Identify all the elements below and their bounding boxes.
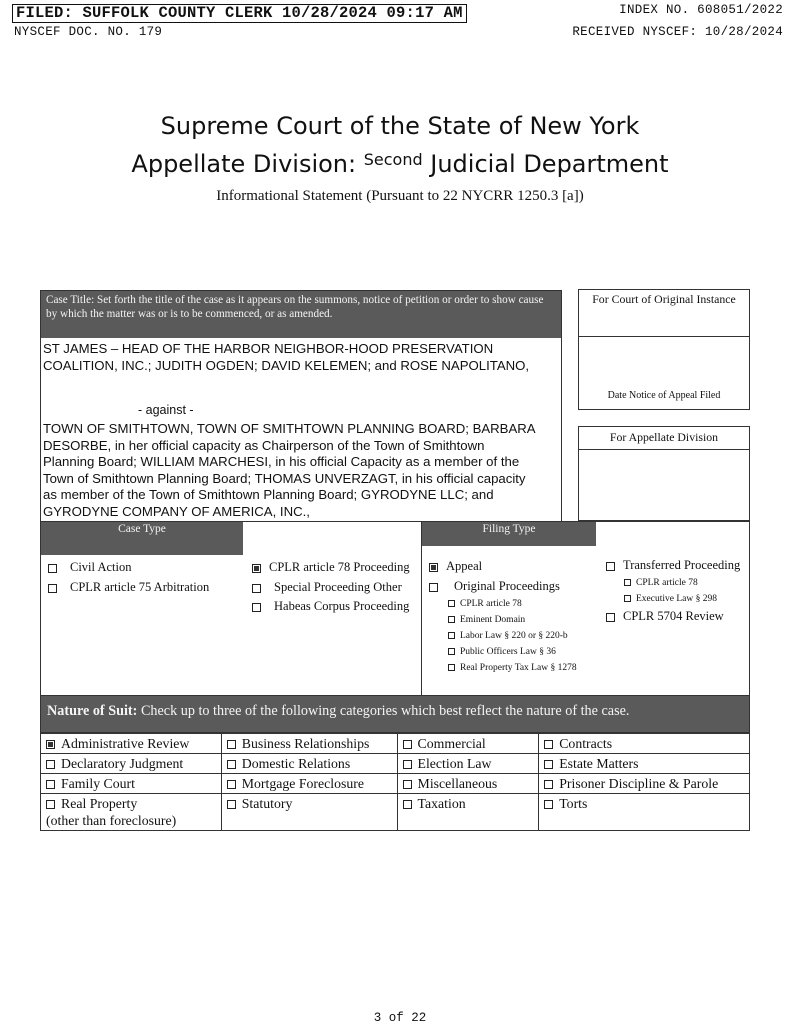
checked-checkbox-icon <box>429 563 438 572</box>
checkbox-icon <box>403 740 412 749</box>
checkbox-icon <box>46 800 55 809</box>
option-label: Executive Law § 298 <box>636 594 717 604</box>
checkbox-icon <box>544 800 553 809</box>
checkbox-icon <box>252 584 261 593</box>
option-label: CPLR article 78 <box>636 578 698 588</box>
option-label: Public Officers Law § 36 <box>460 647 556 657</box>
nos-domestic-relations[interactable] <box>221 754 397 774</box>
section-divider <box>421 521 422 696</box>
against-label: - against - <box>138 403 194 417</box>
checked-checkbox-icon <box>46 740 55 749</box>
option-label: Mortgage Foreclosure <box>241 776 364 791</box>
nos-mortgage-foreclosure[interactable] <box>221 774 397 794</box>
case-title-instruction: Case Title: Set forth the title of the case as it appears on the summons, notice of petition or order to show cause by which the matter was or is to be commenced, or as amended. <box>41 291 561 338</box>
nos-taxation[interactable] <box>397 794 539 831</box>
checkbox-icon <box>227 780 236 789</box>
filed-stamp: FILED: SUFFOLK COUNTY CLERK 10/28/2024 09:17 AM <box>12 4 467 23</box>
option-label: Torts <box>559 796 588 811</box>
division-department: Second <box>363 150 423 169</box>
option-label: Election Law <box>417 756 492 771</box>
checkbox-icon <box>606 562 615 571</box>
nature-of-suit-header <box>40 695 750 733</box>
date-notice-box[interactable] <box>578 336 750 410</box>
appellate-division-label: For Appellate Division <box>609 430 719 444</box>
checkbox-icon <box>403 780 412 789</box>
option-label: CPLR article 78 Proceeding <box>269 560 410 574</box>
defendant-line: as member of the Town of Smithtown Planning Board; GYRODYNE LLC; and <box>43 487 494 502</box>
filing-type-header: Filing Type <box>422 522 596 546</box>
defendant-line: TOWN OF SMITHTOWN, TOWN OF SMITHTOWN PLANNING BOARD; BARBARA <box>43 421 536 436</box>
case-type-habeas-corpus[interactable] <box>252 599 409 614</box>
transferred-sub-cplr78[interactable] <box>624 578 698 588</box>
filing-type-cplr5704[interactable] <box>606 609 724 624</box>
table-row <box>41 774 750 794</box>
defendant-line: GYRODYNE COMPANY OF AMERICA, INC., <box>43 503 310 519</box>
checkbox-icon <box>46 760 55 769</box>
nature-of-suit-title: Nature of Suit: <box>47 703 138 719</box>
original-sub-real-property-tax[interactable] <box>448 663 577 673</box>
option-label: Original Proceedings <box>454 579 560 593</box>
option-label: CPLR article 78 <box>460 599 522 609</box>
checkbox-icon <box>429 583 438 592</box>
nos-torts[interactable] <box>539 794 750 831</box>
case-type-header: Case Type <box>41 522 243 555</box>
plaintiffs <box>43 341 529 374</box>
checkbox-icon <box>227 760 236 769</box>
checkbox-icon <box>448 648 455 655</box>
filing-type-appeal[interactable] <box>429 559 482 574</box>
option-label: Declaratory Judgment <box>61 756 184 771</box>
option-label: Prisoner Discipline & Parole <box>559 776 719 791</box>
original-sub-cplr78[interactable] <box>448 599 522 609</box>
checkbox-icon <box>48 584 57 593</box>
original-sub-public-officers[interactable] <box>448 647 556 657</box>
nature-of-suit-table <box>40 733 750 831</box>
checkbox-icon <box>624 579 631 586</box>
index-number: INDEX NO. 608051/2022 <box>619 3 783 17</box>
option-label: CPLR article 75 Arbitration <box>70 580 210 594</box>
case-type-cplr75[interactable] <box>48 580 209 595</box>
option-label: Family Court <box>61 776 135 791</box>
checkbox-icon <box>544 760 553 769</box>
checkbox-icon <box>544 740 553 749</box>
option-label: Taxation <box>417 796 466 811</box>
appellate-division-box <box>578 426 750 450</box>
division-prefix: Appellate Division: <box>131 150 357 178</box>
option-label: Eminent Domain <box>460 615 526 625</box>
checkbox-icon <box>448 600 455 607</box>
original-instance-box <box>578 289 750 337</box>
transferred-sub-executive-law[interactable] <box>624 594 717 604</box>
option-label: Commercial <box>417 736 486 751</box>
option-label: Real Property Tax Law § 1278 <box>460 663 577 673</box>
checkbox-icon <box>448 632 455 639</box>
defendant-line: Town of Smithtown Planning Board; THOMAS UNVERZAGT, in his official capacity <box>43 470 526 486</box>
checked-checkbox-icon <box>252 564 261 573</box>
statement-subtitle: Informational Statement (Pursuant to 22 NYCRR 1250.3 [a]) <box>216 188 584 204</box>
option-label: Appeal <box>446 559 483 573</box>
option-label: Administrative Review <box>61 736 190 751</box>
case-type-special-proceeding[interactable] <box>252 580 402 595</box>
original-instance-label: For Court of Original Instance <box>592 292 736 306</box>
option-label: Transferred Proceeding <box>623 558 741 572</box>
original-sub-eminent-domain[interactable] <box>448 615 525 625</box>
checkbox-icon <box>48 564 57 573</box>
checkbox-icon <box>403 800 412 809</box>
division-suffix: Judicial Department <box>430 150 669 178</box>
option-label: Civil Action <box>70 560 132 574</box>
plaintiff-line: COALITION, INC.; JUDITH OGDEN; DAVID KELEMEN; and ROSE NAPOLITANO, <box>43 357 530 373</box>
original-sub-labor-law[interactable] <box>448 631 568 641</box>
checkbox-icon <box>403 760 412 769</box>
nos-prisoner-discipline[interactable] <box>539 774 750 794</box>
nos-miscellaneous[interactable] <box>397 774 539 794</box>
option-label-note: (other than foreclosure) <box>46 813 177 828</box>
appellate-entry-box[interactable] <box>578 449 750 521</box>
option-label: Domestic Relations <box>241 756 351 771</box>
defendants <box>43 421 536 520</box>
table-row <box>41 754 750 774</box>
table-row <box>41 734 750 754</box>
option-label: Contracts <box>559 736 613 751</box>
received-date: RECEIVED NYSCEF: 10/28/2024 <box>572 25 783 39</box>
page-number: 3 of 22 <box>373 1011 427 1025</box>
table-row <box>41 794 750 831</box>
nos-election-law[interactable] <box>397 754 539 774</box>
checkbox-icon <box>448 664 455 671</box>
nos-administrative-review[interactable] <box>41 734 222 754</box>
option-label: Labor Law § 220 or § 220-b <box>460 631 568 641</box>
defendant-line: Planning Board; WILLIAM MARCHESI, in his official Capacity as a member of the <box>43 454 520 469</box>
case-type-cplr78[interactable] <box>252 560 410 575</box>
nos-contracts[interactable] <box>539 734 750 754</box>
division-title <box>0 150 800 178</box>
option-label: CPLR 5704 Review <box>623 609 724 623</box>
option-label: Special Proceeding Other <box>274 580 402 594</box>
checkbox-icon <box>606 613 615 622</box>
nos-real-property[interactable] <box>41 794 222 831</box>
checkbox-icon <box>227 800 236 809</box>
nos-statutory[interactable] <box>221 794 397 831</box>
checkbox-icon <box>252 603 261 612</box>
nos-family-court[interactable] <box>41 774 222 794</box>
checkbox-icon <box>624 595 631 602</box>
defendant-line: DESORBE, in her official capacity as Chairperson of the Town of Smithtown <box>43 437 485 453</box>
option-label: Real Property <box>61 796 138 811</box>
doc-number: NYSCEF DOC. NO. 179 <box>14 25 163 39</box>
nature-of-suit-instruction: Check up to three of the following categories which best reflect the nature of the case. <box>137 703 630 719</box>
option-label: Statutory <box>241 796 293 811</box>
checkbox-icon <box>46 780 55 789</box>
checkbox-icon <box>227 740 236 749</box>
filing-type-transferred[interactable] <box>606 558 740 573</box>
option-label: Business Relationships <box>241 736 370 751</box>
court-title: Supreme Court of the State of New York <box>160 112 640 140</box>
option-label: Estate Matters <box>559 756 639 771</box>
filing-type-original[interactable] <box>429 579 560 594</box>
checkbox-icon <box>448 616 455 623</box>
nos-commercial[interactable] <box>397 734 539 754</box>
date-notice-label: Date Notice of Appeal Filed <box>607 390 721 401</box>
checkbox-icon <box>544 780 553 789</box>
case-type-civil-action[interactable] <box>48 560 131 575</box>
nos-declaratory-judgment[interactable] <box>41 754 222 774</box>
nos-estate-matters[interactable] <box>539 754 750 774</box>
plaintiff-line: ST JAMES – HEAD OF THE HARBOR NEIGHBOR-HOOD PRESERVATION <box>43 341 494 356</box>
option-label: Miscellaneous <box>417 776 498 791</box>
nos-business-relationships[interactable] <box>221 734 397 754</box>
option-label: Habeas Corpus Proceeding <box>274 599 410 613</box>
